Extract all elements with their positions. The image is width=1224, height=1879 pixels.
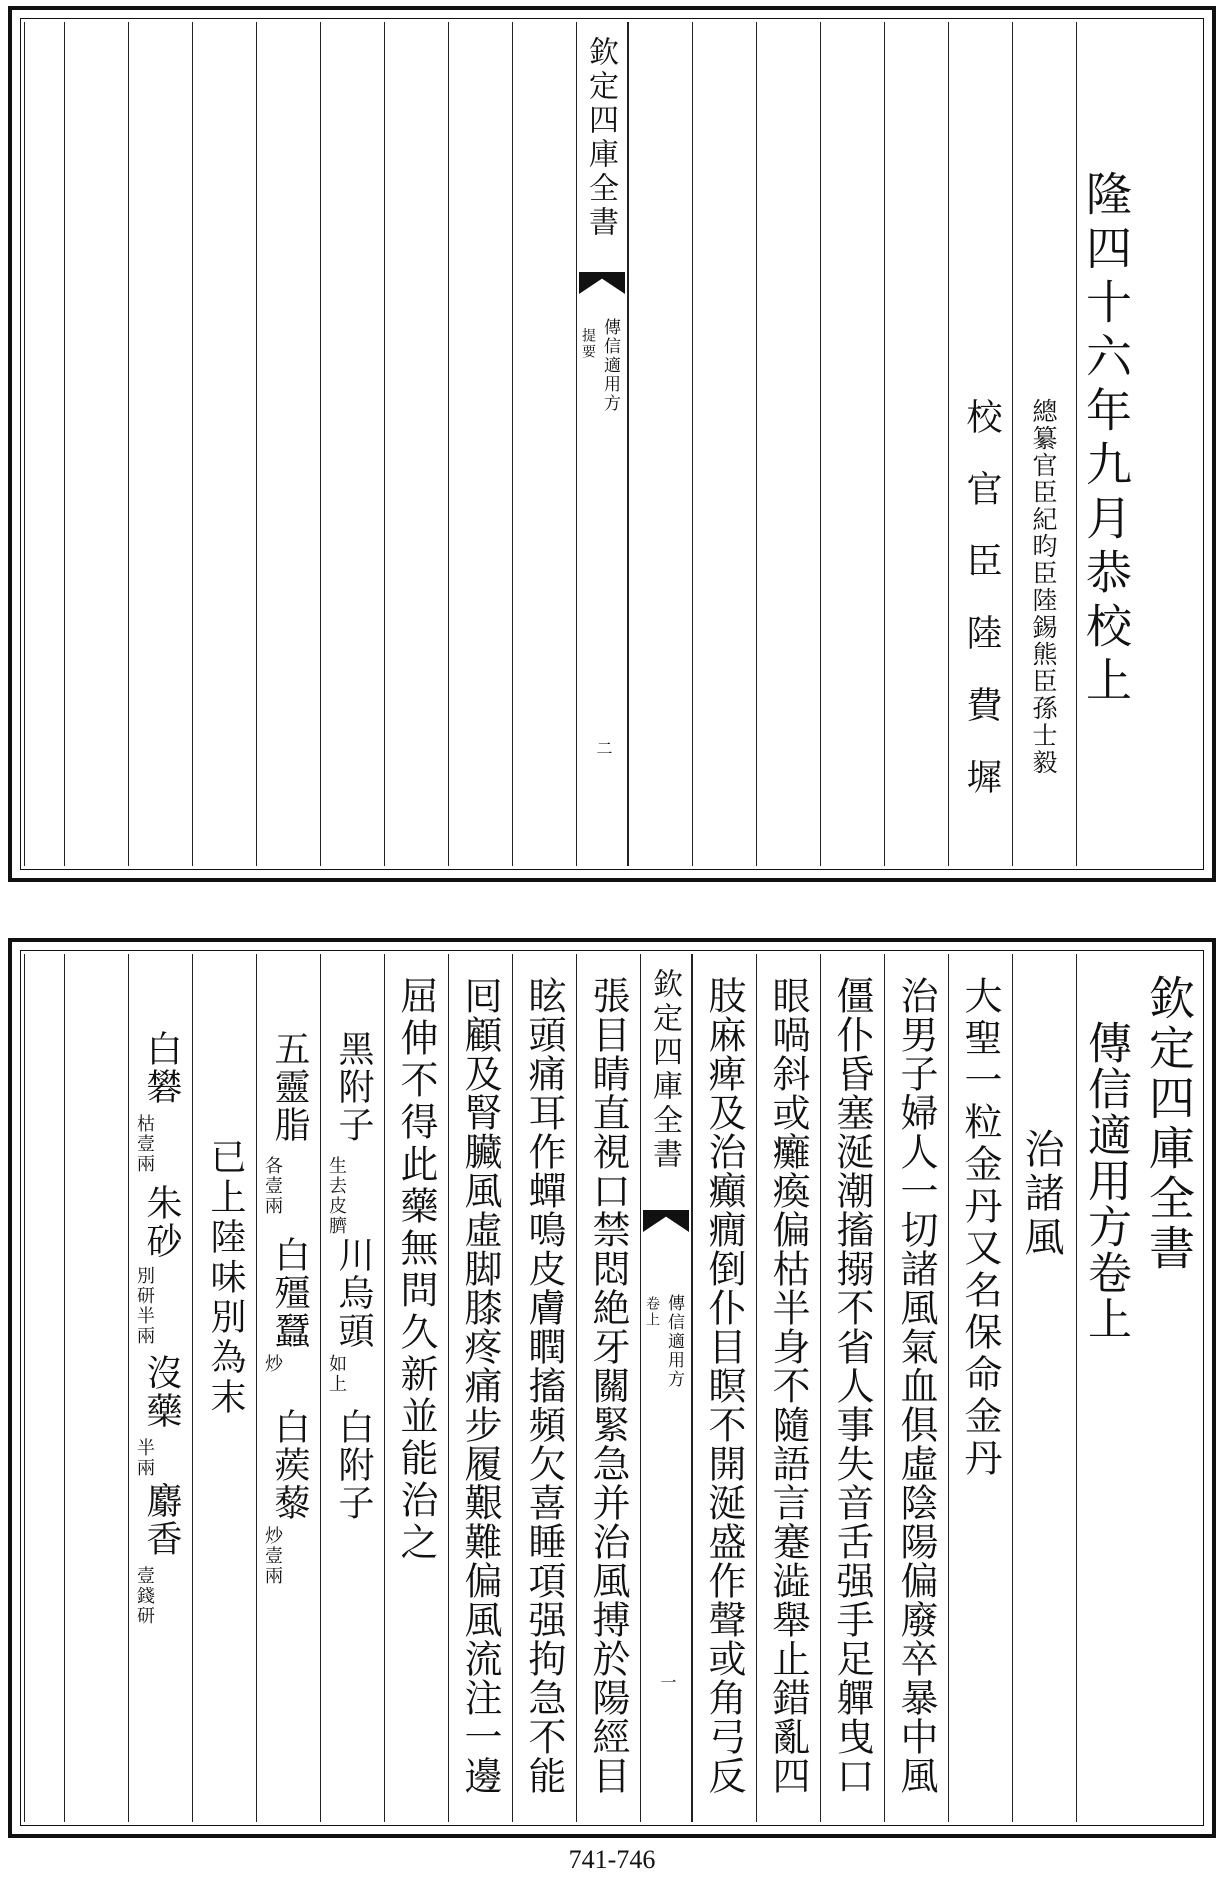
ingredient-note: 半兩 xyxy=(134,1438,155,1478)
top-col-edge xyxy=(24,22,64,866)
top-col-empty-2 xyxy=(820,22,884,866)
top-col-empty-6 xyxy=(512,22,576,866)
top-col-empty-12 xyxy=(128,22,192,866)
text-line: 屈伸不得此藥無問久新並能治之 xyxy=(394,976,438,1564)
ingredient-note: 炒壹兩 xyxy=(262,1526,283,1586)
ingredient-name: 白蒺藜 xyxy=(269,1408,310,1522)
top-col-empty-5 xyxy=(628,22,692,866)
top-col-empty-13 xyxy=(64,22,128,866)
compilers-line: 總纂官臣紀昀臣陸錫熊臣孫士毅 xyxy=(1029,398,1058,776)
top-col-collator xyxy=(948,22,1012,866)
text-col-9 xyxy=(384,954,448,1822)
bottom-col-header xyxy=(1140,954,1204,1822)
ingredient-note: 各壹兩 xyxy=(262,1156,283,1216)
top-gutter-page: 二 xyxy=(594,740,613,758)
ingredient-note: 枯壹兩 xyxy=(134,1114,155,1174)
ingredient-name: 黑附子 xyxy=(333,1030,374,1144)
ingredient-name: 五靈脂 xyxy=(269,1030,310,1144)
text-line: 肢麻痺及治癲癇倒仆目瞑不開涎盛作聲或角弓反 xyxy=(702,976,746,1795)
top-col-empty-9 xyxy=(320,22,384,866)
text-line: 張目睛直視口禁悶絶牙關緊急并治風搏於陽經目 xyxy=(586,976,630,1795)
bottom-col-book xyxy=(1076,954,1140,1822)
top-col-empty-8 xyxy=(384,22,448,866)
text-line: 囘顧及腎臟風虛脚膝疼痛步履艱難偏風流注一邊 xyxy=(458,976,502,1795)
top-page xyxy=(8,6,1216,882)
ingredient-note: 生去皮臍 xyxy=(326,1156,347,1236)
section-title: 治諸風 xyxy=(1018,1128,1064,1260)
text-line: 眩頭痛耳作蟬鳴皮膚瞤搐頻欠喜睡項强拘急不能 xyxy=(522,976,566,1795)
bottom-col-empty-1 xyxy=(64,954,128,1822)
bottom-page xyxy=(8,938,1216,1838)
text-line: 大聖一粒金丹又名保命金丹 xyxy=(958,976,1002,1480)
text-col-5 xyxy=(692,954,756,1822)
page-number: 741-746 xyxy=(568,1845,656,1874)
top-col-compilers xyxy=(1012,22,1076,866)
bottom-gutter-juan: 卷上 xyxy=(644,1296,660,1328)
text-col-2 xyxy=(884,954,948,1822)
bottom-gutter-book: 傳信適用方 xyxy=(664,1294,684,1389)
ingredient-col-3 xyxy=(192,954,256,1822)
bottom-col-section xyxy=(1012,954,1076,1822)
text-col-4 xyxy=(756,954,820,1822)
top-gutter-section: 提要 xyxy=(580,328,596,360)
top-gutter xyxy=(576,22,628,866)
text-col-3 xyxy=(820,954,884,1822)
ingredient-name: 沒藥 xyxy=(141,1354,182,1430)
ingredient-note: 壹錢研 xyxy=(134,1566,155,1626)
fish-tail-mark xyxy=(643,1210,689,1232)
top-col-empty-1 xyxy=(884,22,948,866)
ingredient-name: 白礬 xyxy=(141,1030,182,1106)
text-line: 治男子婦人一切諸風氣血俱虛陰陽偏廢卒暴中風 xyxy=(894,976,938,1795)
text-col-6 xyxy=(576,954,640,1822)
fish-tail-mark xyxy=(579,272,625,294)
bottom-gutter-title: 欽定四庫全書 xyxy=(647,968,682,1172)
text-col-1 xyxy=(948,954,1012,1822)
top-col-margin xyxy=(1140,22,1204,866)
ingredient-col-1 xyxy=(320,954,384,1822)
text-col-7 xyxy=(512,954,576,1822)
ingredient-note: 炒 xyxy=(262,1354,283,1374)
top-gutter-book: 傳信適用方 xyxy=(600,318,620,413)
bottom-gutter-page: 一 xyxy=(658,1674,677,1692)
collator-line: 校官臣陸費墀 xyxy=(961,398,1002,830)
ingredient-name: 川烏頭 xyxy=(333,1236,374,1350)
top-col-empty-11 xyxy=(192,22,256,866)
ingredient-note: 別研半兩 xyxy=(134,1266,155,1346)
bottom-gutter xyxy=(640,954,692,1822)
book-title: 傳信適用方卷上 xyxy=(1080,1020,1131,1342)
summary-line: 已上陸味別為末 xyxy=(205,1138,246,1418)
date-line: 隆四十六年九月恭校上 xyxy=(1079,170,1133,710)
top-col-empty-7 xyxy=(448,22,512,866)
ingredient-name: 白附子 xyxy=(333,1408,374,1522)
ingredient-name: 白殭蠶 xyxy=(269,1236,310,1350)
ingredient-name: 朱砂 xyxy=(141,1184,182,1260)
text-line: 眼喎斜或癱瘓偏枯半身不隨語言蹇澁舉止錯亂四 xyxy=(766,976,810,1795)
top-gutter-title: 欽定四庫全書 xyxy=(583,36,618,240)
top-col-date xyxy=(1076,22,1140,866)
top-col-empty-4 xyxy=(692,22,756,866)
ingredient-note: 如上 xyxy=(326,1354,347,1394)
ingredient-col-2 xyxy=(256,954,320,1822)
ingredient-name: 麝香 xyxy=(141,1482,182,1558)
text-col-8 xyxy=(448,954,512,1822)
top-col-empty-10 xyxy=(256,22,320,866)
header-title: 欽定四庫全書 xyxy=(1142,974,1196,1274)
top-col-empty-3 xyxy=(756,22,820,866)
bottom-col-edge xyxy=(24,954,64,1822)
ingredient-col-4 xyxy=(128,954,192,1822)
text-line: 僵仆昏塞涎潮搐搦不省人事失音舌强手足軃曳口 xyxy=(830,976,874,1795)
